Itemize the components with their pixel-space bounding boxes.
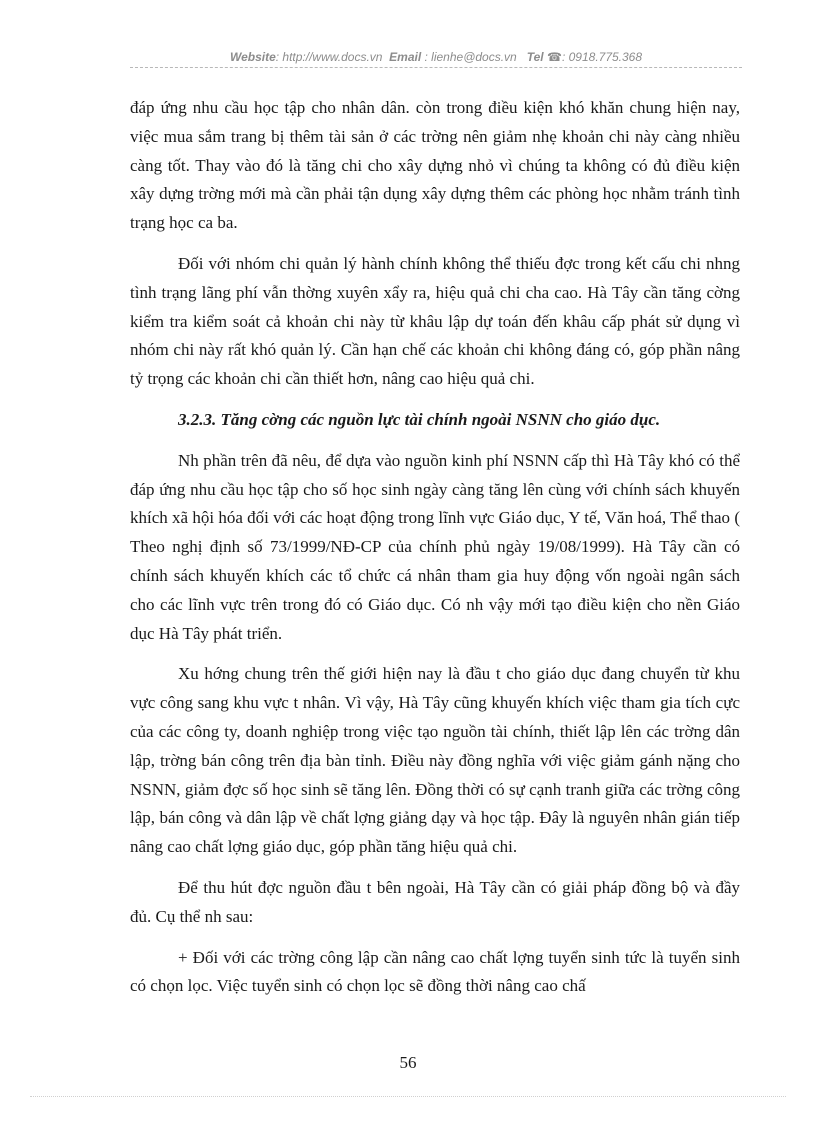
page-header (130, 50, 742, 64)
website-value: : http://www.docs.vn (275, 50, 383, 64)
section-heading: 3.2.3. Tăng cờng các nguồn lực tài chính ngoài NSNN cho giáo dục. (178, 409, 661, 429)
tel-value: : 0918.775.368 (561, 50, 643, 64)
paragraph-attract-investment: Để thu hút đợc nguồn đầu t bên ngoài, Hà Tây cần có giải pháp đồng bộ và đầy đủ. Cụ thể nh sau: (130, 877, 740, 926)
header-divider (130, 67, 742, 68)
page-number: 56 (399, 1053, 417, 1072)
phone-icon: ☎ (547, 50, 562, 64)
paragraph-public-schools: + Đối với các trờng công lập cần nâng cao chất lợng tuyển sinh tức là tuyển sinh có chọn lọc. Việc tuyển sinh có chọn lọc sẽ đồng thời nâng cao chấ (130, 947, 740, 996)
paragraph-funding-sources: Nh phần trên đã nêu, để dựa vào nguồn kinh phí NSNN cấp thì Hà Tây khó có thể đáp ứng nhu cầu học tập cho số học sinh ngày càng tăng lên cùng với chính sách khuyến khích xã hội hóa đối với các hoạt động trong lĩnh vực Giáo dục, Y tế, Văn hoá, Thể thao ( Theo nghị định số 73/1999/NĐ-CP của chính phủ ngày 19/08/1999). Hà Tây cần có chính sách khuyến khích các tổ chức cá nhân tham gia huy động vốn ngoài ngân sách cho các lĩnh vực trên trong đó có Giáo dục. Có nh vậy mới tạo điều kiện cho nền Giáo dục Hà Tây phát triển. (130, 450, 740, 643)
footer-divider (30, 1096, 786, 1097)
paragraph-continuation: đáp ứng nhu cầu học tập cho nhân dân. còn trong điều kiện khó khăn chung hiện nay, việc mua sắm trang bị thêm tài sản ở các trờng nên giảm nhẹ khoản chi này càng nhiều càng tốt. Thay vào đó là tăng chi cho xây dựng nhỏ vì chúng ta không có đủ điều kiện xây dựng trờng mới mà cần phải tận dụng xây dựng thêm các phòng học nhằm tránh tình trạng học ca ba. (130, 98, 740, 233)
paragraph-admin-spending: Đối với nhóm chi quản lý hành chính không thể thiếu đợc trong kết cấu chi nhng tình trạng lãng phí vẫn thờng xuyên xẩy ra, hiệu quả chi cha cao. Hà Tây cần tăng cờng kiểm tra kiểm soát cả khoản chi này từ khâu lập dự toán đến khâu cấp phát sử dụng vì nhóm chi này rất khó quản lý. Cần hạn chế các khoản chi không đáng có, góp phần nâng tỷ trọng các khoản chi cần thiết hơn, nâng cao hiệu quả chi. (130, 253, 740, 389)
document-body (130, 94, 740, 1001)
tel-label: Tel (526, 50, 544, 64)
paragraph-private-investment: Xu hớng chung trên thế giới hiện nay là đầu t cho giáo dục đang chuyển từ khu vực công sang khu vực t nhân. Vì vậy, Hà Tây cũng khuyến khích việc tham gia tích cực của các công ty, doanh nghiệp trong việc tạo nguồn tài chính, thiết lập lên các trờng dân lập, trờng bán công trên địa bàn tỉnh. Điều này đồng nghĩa với việc giảm gánh nặng cho NSNN, giảm đợc số học sinh sẽ tăng lên. Đồng thời có sự cạnh tranh giữa các trờng công lập, bán công và dân lập về chất lợng giảng dạy và học tập. Đây là nguyên nhân gián tiếp nâng cao chất lợng giáo dục, góp phần tăng hiệu quả chi. (130, 664, 740, 857)
email-value: : lienhe@docs.vn (424, 50, 517, 64)
email-label: Email (389, 50, 422, 64)
website-label: Website (229, 50, 276, 64)
